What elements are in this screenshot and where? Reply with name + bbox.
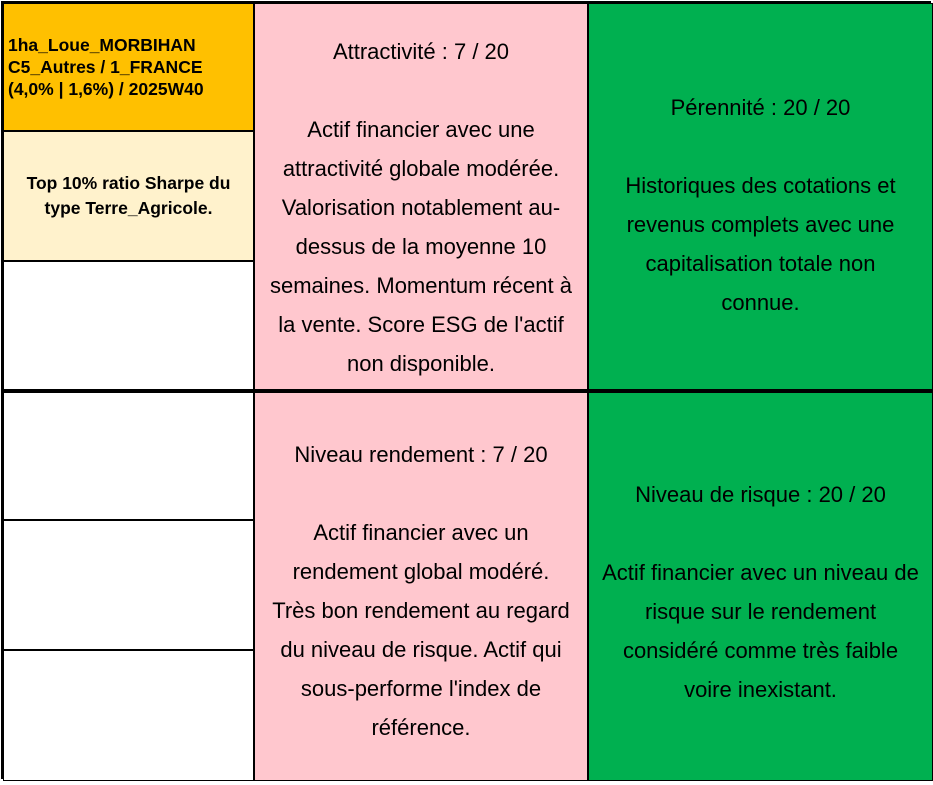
description-line: référence. [371,715,471,740]
attractivite-cell [254,3,588,390]
empty-cell [3,261,254,390]
asset-note-text: Top 10% ratio Sharpe du type Terre_Agricole. [26,173,231,218]
empty-cell [3,390,254,520]
risque-cell [588,390,933,781]
description-line: Actif financier avec un niveau de [602,560,919,585]
rendement-cell [254,390,588,781]
empty-cell [3,520,254,650]
asset-title-line: (4,0% | 1,6%) / 2025W40 [8,79,204,99]
description-line: revenus complets avec une [626,212,895,237]
rendement-description [272,513,570,747]
description-line: connue. [721,290,800,315]
asset-title-line: 1ha_Loue_MORBIHAN [8,35,196,55]
description-line: dessus de la moyenne 10 [295,234,547,259]
description-line: attractivité globale modérée. [282,156,560,181]
asset-score-table [1,1,931,779]
asset-title-cell [3,3,254,131]
description-line: Valorisation notablement au- [281,195,561,220]
attractivite-score-title: Attractivité : 7 / 20 [332,39,510,64]
description-line: Historiques des cotations et [625,173,896,198]
description-line: semaines. Momentum récent à [269,273,573,298]
description-line: Très bon rendement au regard [272,598,570,623]
description-line: Actif financier avec une [307,117,535,142]
description-line: rendement global modéré. [292,559,550,584]
description-line: risque sur le rendement [644,599,877,624]
attractivite-description [270,110,572,383]
description-line: Actif financier avec un [313,520,529,545]
description-line: voire inexistant. [684,677,837,702]
asset-title-line: C5_Autres / 1_FRANCE [8,57,203,77]
perennite-description [625,166,895,322]
perennite-cell [588,3,933,390]
description-line: non disponible. [346,351,495,376]
rendement-score-title: Niveau rendement : 7 / 20 [294,442,548,467]
risque-score-title: Niveau de risque : 20 / 20 [635,482,886,507]
perennite-score-title: Pérennité : 20 / 20 [670,95,851,120]
risque-description [602,553,919,709]
description-line: capitalisation totale non [645,251,876,276]
description-line: considéré comme très faible [622,638,899,663]
empty-cell [3,650,254,781]
description-line: du niveau de risque. Actif qui [280,637,562,662]
asset-note-cell [3,131,254,261]
description-line: la vente. Score ESG de l'actif [278,312,564,337]
description-line: sous-performe l'index de [300,676,542,701]
